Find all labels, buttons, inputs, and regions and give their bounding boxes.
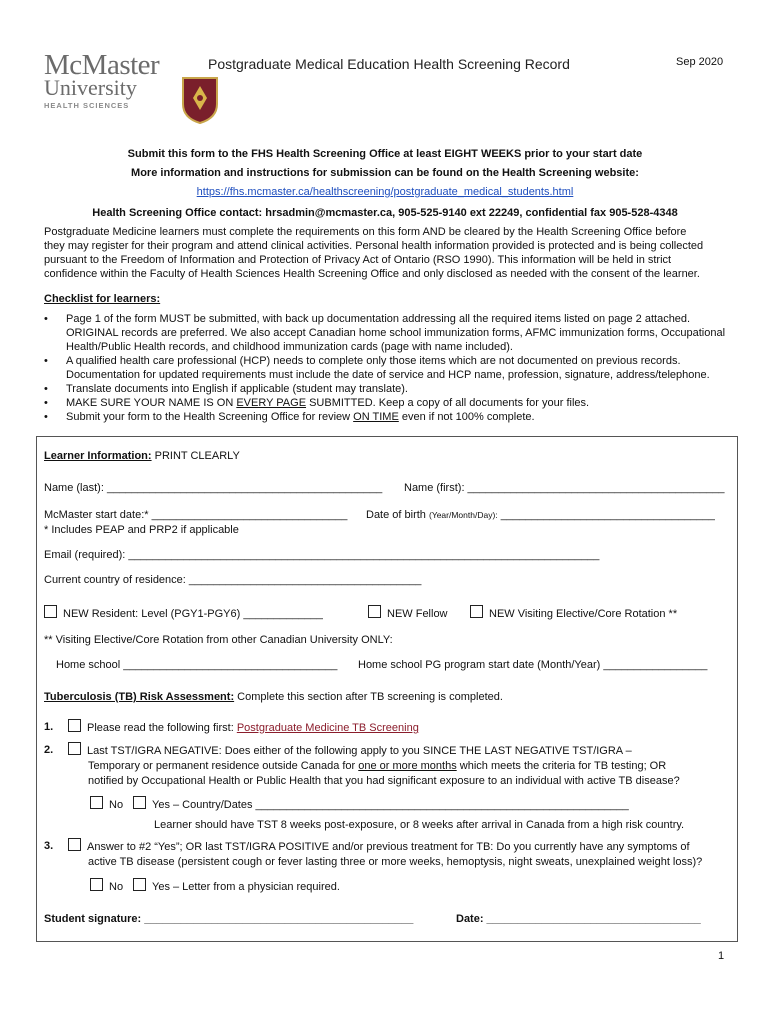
checklist-heading: Checklist for learners: [44, 293, 161, 305]
intro-paragraph [44, 225, 734, 281]
q2-number: 2. [44, 744, 54, 756]
crest-icon [181, 76, 219, 124]
q2-yes[interactable]: Yes – Country/Dates _____________________________________________________________ [133, 796, 629, 811]
checklist-item: • Page 1 of the form MUST be submitted, with back up documentation addressing all the required items listed on page 2 attached. ORIGINAL records are preferred. We also accept Canadian home school immunization forms, AFMC immunization forms, Occupational Health/Public Health records, and childhood immunization cards (page with name included). [44, 312, 734, 354]
intro-line: they may register for their program and attend clinical activities. Personal health information provided is protected and is being collected [44, 240, 704, 252]
name-last-field[interactable]: Name (last): _____________________________________________ [44, 482, 383, 494]
intro-line: pursuant to the Freedom of Information and Protection of Privacy Act of Ontario (RSO 1990). This information will be held in strict [44, 254, 672, 266]
checklist-item: • Submit your form to the Health Screening Office for review ON TIME even if not 100% complete. [44, 410, 734, 424]
info-line: More information and instructions for submission can be found on the Health Screening website: [131, 167, 639, 179]
peap-note: * Includes PEAP and PRP2 if applicable [44, 524, 239, 536]
name-first-field[interactable]: Name (first): __________________________________________ [404, 482, 725, 494]
option-fellow[interactable]: NEW Fellow [368, 605, 448, 620]
page-number: 1 [718, 950, 725, 962]
checkbox-icon[interactable] [470, 605, 483, 618]
signature-field[interactable]: Student signature: ____________________________________________ [44, 913, 414, 925]
checkbox-icon[interactable] [90, 878, 103, 891]
checkbox-icon[interactable] [68, 719, 81, 732]
checkbox-icon[interactable] [133, 878, 146, 891]
q3: Answer to #2 “Yes”; OR last TST/IGRA POSITIVE and/or previous treatment for TB: Do you currently have any symptoms of active TB disease (persistent cough or fever lasting three or more weeks, hemoptysis, night sweats, unexplained weight loss)? [68, 838, 702, 870]
checklist-item: • MAKE SURE YOUR NAME IS ON EVERY PAGE SUBMITTED. Keep a copy of all documents for your files. [44, 396, 734, 410]
home-school-field[interactable]: Home school ___________________________________ [56, 659, 338, 671]
logo-line3: HEALTH SCIENCES [44, 101, 130, 110]
signature-date-field[interactable]: Date: ___________________________________ [456, 913, 701, 925]
q2: Last TST/IGRA NEGATIVE: Does either of the following apply to you SINCE THE LAST NEGATIVE TST/IGRA – Temporary or permanent residence outside Canada for one or more months which meets the criteria for TB testing; OR notified by Occupational Health or Public Health that you had significant exposure to an individual with active TB disease? [68, 742, 680, 789]
q3-yes[interactable]: Yes – Letter from a physician required. [133, 878, 340, 893]
q2-note: Learner should have TST 8 weeks post-exposure, or 8 weeks after arrival in Canada from a high risk country. [154, 819, 685, 831]
q3-number: 3. [44, 840, 54, 852]
submit-line: Submit this form to the FHS Health Screening Office at least EIGHT WEEKS prior to your start date [127, 148, 643, 160]
health-screening-link[interactable]: https://fhs.mcmaster.ca/healthscreening/postgraduate_medical_students.html [196, 186, 574, 198]
visiting-note: ** Visiting Elective/Core Rotation from other Canadian University ONLY: [44, 634, 393, 646]
logo-line2: University [44, 75, 137, 100]
form-date: Sep 2020 [676, 56, 724, 68]
email-field[interactable]: Email (required): _____________________________________________________________________________ [44, 549, 600, 561]
country-field[interactable]: Current country of residence: ______________________________________ [44, 574, 422, 586]
learner-heading: Learner Information: PRINT CLEARLY [44, 450, 240, 462]
checklist [44, 312, 734, 424]
option-visiting[interactable]: NEW Visiting Elective/Core Rotation ** [470, 605, 677, 620]
contact-line: Health Screening Office contact: hrsadmin@mcmaster.ca, 905-525-9140 ext 22249, confidential fax 905-528-4348 [92, 207, 678, 219]
home-start-field[interactable]: Home school PG program start date (Month/Year) _________________ [358, 659, 708, 671]
checklist-item: • Translate documents into English if applicable (student may translate). [44, 382, 734, 396]
logo-line1: McMaster [44, 49, 160, 81]
intro-line: confidence within the Faculty of Health Sciences Health Screening Office and only disclosed as needed with the consent of the learner. [44, 268, 700, 280]
option-resident[interactable]: NEW Resident: Level (PGY1-PGY6) _____________ [44, 605, 323, 620]
dob-field[interactable]: Date of birth (Year/Month/Day): ___________________________________ [366, 509, 715, 521]
checkbox-icon[interactable] [133, 796, 146, 809]
start-date-field[interactable]: McMaster start date:* ________________________________ [44, 509, 348, 521]
form-title: Postgraduate Medical Education Health Screening Record [208, 56, 570, 72]
checkbox-icon[interactable] [44, 605, 57, 618]
checklist-item: • A qualified health care professional (HCP) needs to complete only those items which are not documented on previous records. Documentation for updated requirements must include the date of service and HCP name, profession, signature, address/telephone. [44, 354, 734, 382]
q1-number: 1. [44, 721, 54, 733]
checkbox-icon[interactable] [368, 605, 381, 618]
q2-no[interactable]: No [90, 796, 123, 811]
q3-no[interactable]: No [90, 878, 123, 893]
checkbox-icon[interactable] [68, 838, 81, 851]
q1[interactable]: Please read the following first: Postgraduate Medicine TB Screening [68, 719, 419, 734]
checkbox-icon[interactable] [68, 742, 81, 755]
checkbox-icon[interactable] [90, 796, 103, 809]
tb-heading: Tuberculosis (TB) Risk Assessment: Complete this section after TB screening is completed. [44, 691, 503, 703]
intro-line: Postgraduate Medicine learners must complete the requirements on this form AND be cleared by the Health Screening Office before [44, 226, 687, 238]
mcmaster-logo [44, 49, 174, 122]
tb-screening-link[interactable]: Postgraduate Medicine TB Screening [236, 722, 419, 734]
